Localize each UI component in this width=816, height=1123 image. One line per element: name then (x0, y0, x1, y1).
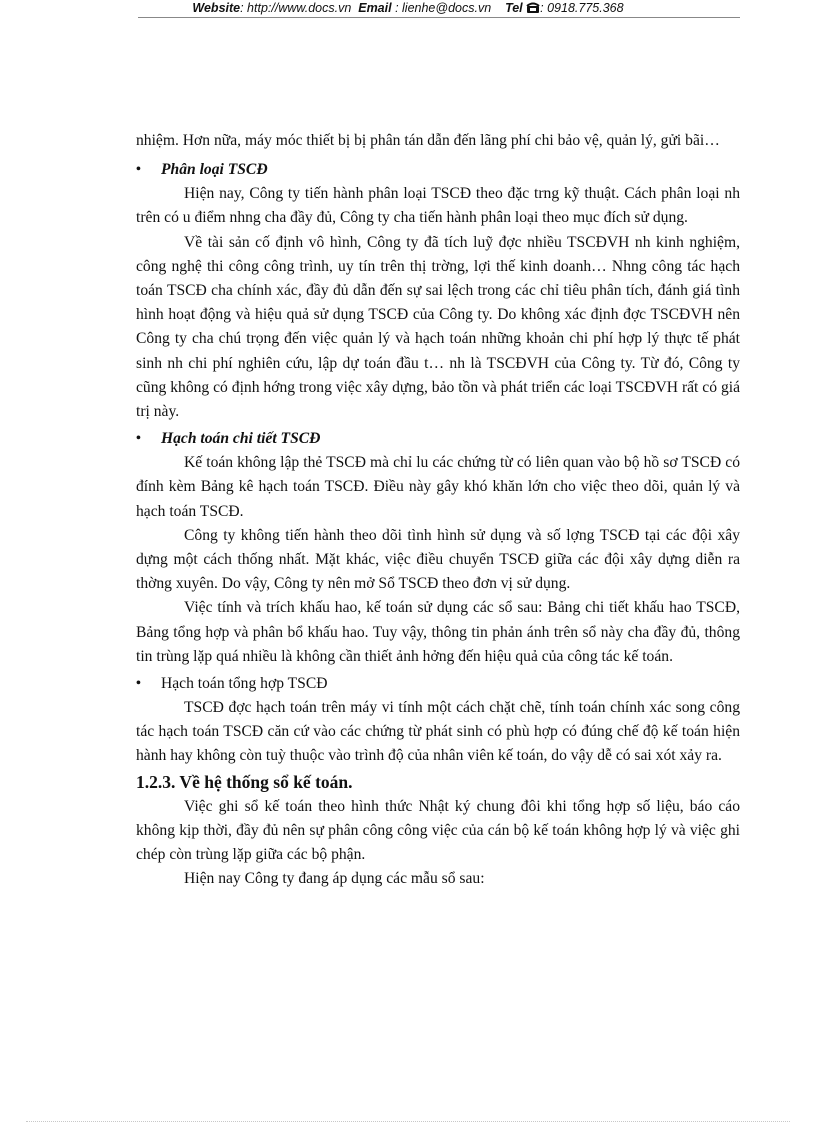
tel-label: Tel (505, 1, 523, 15)
paragraph-chi-tiet-2: Công ty không tiến hành theo dõi tình hình sử dụng và số lợng TSCĐ tại các đội xây dựng một cách thống nhất. Mặt khác, việc điều chuyển TSCĐ giữa các đội xây dựng diễn ra thờng xuyên. Do vậy, Công ty nên mở Sổ TSCĐ theo đơn vị sử dụng. (136, 526, 740, 593)
paragraph-intro: nhiệm. Hơn nữa, máy móc thiết bị bị phân tán dẫn đến lãng phí chi bảo vệ, quản lý, gửi bãi… (136, 132, 720, 149)
page-header (0, 0, 816, 18)
heading-hach-toan-chi-tiet: • Hạch toán chi tiết TSCĐ (136, 427, 740, 451)
section-heading: 1.2.3. Về hệ thống sổ kế toán. (136, 771, 353, 792)
heading-phan-loai: • Phân loại TSCĐ (136, 158, 740, 182)
paragraph-phan-loai-1: Hiện nay, Công ty tiến hành phân loại TSCĐ theo đặc trng kỹ thuật. Cách phân loại nh trên có u điểm nhng cha đầy đủ, Công ty cha tiến hành phân loại theo mục đích sử dụng. (136, 185, 740, 227)
paragraph-tong-hop-1: TSCĐ đợc hạch toán trên máy vi tính một cách chặt chẽ, tính toán chính xác song công tác hạch toán TSCĐ căn cứ vào các chứng từ phát sinh có phù hợp có đúng chế độ kế toán hiện hành hay không còn tuỳ thuộc vào trình độ của nhân viên kế toán, do vậy dễ có sai xót xảy ra. (136, 699, 740, 765)
paragraph-chi-tiet-1: Kế toán không lập thẻ TSCĐ mà chỉ lu các chứng từ có liên quan vào bộ hồ sơ TSCĐ có đính kèm Bảng kê hạch toán TSCĐ. Điều này gây khó khăn lớn cho việc theo dõi, quản lý và hạch toán TSCĐ. (136, 454, 740, 520)
email-value: : lienhe@docs.vn (391, 1, 492, 15)
bullet-icon: • (136, 162, 141, 178)
paragraph-section-1: Việc ghi sổ kế toán theo hình thức Nhật ký chung đôi khi tổng hợp số liệu, báo cáo không kịp thời, đầy đủ nên sự phân công công việc của cán bộ kế toán không hợp lý và việc ghi chép còn trùng lặp giữa các bộ phận. (136, 797, 740, 864)
website-label: Website (192, 1, 241, 15)
paragraph-chi-tiet-3: Việc tính và trích khấu hao, kế toán sử dụng các sổ sau: Bảng chi tiết khấu hao TSCĐ, Bảng tổng hợp và phân bổ khấu hao. Tuy vậy, thông tin phản ánh trên sổ này cha đầy đủ, thông tin trùng lặp quá nhiều là không cần thiết ảnh hởng đến hiệu quả của công tác kế toán. (136, 599, 740, 665)
bullet-icon: • (136, 676, 141, 692)
website-value: : http://www.docs.vn (240, 1, 352, 15)
footer-divider (26, 1121, 790, 1122)
header-divider (138, 17, 740, 18)
paragraph-phan-loai-2: Về tài sản cố định vô hình, Công ty đã tích luỹ đợc nhiều TSCĐVH nh kinh nghiệm, công nghệ thi công công trình, uy tín trên thị trờng, lợi thế kinh doanh… Nhng công tác hạch toán TSCĐ cha chính xác, đầy đủ dẫn đến sự sai lệch trong các chỉ tiêu phân tích, đánh giá tình hình hoạt động và hiệu quả sử dụng TSCĐ của Công ty. Do không xác định đợc TSCĐVH nên Công ty cha chú trọng đến việc quản lý và hạch toán những khoản chi phí hợp lý thực tế phát sinh nh chi phí nghiên cứu, lập dự toán đầu t… nh là TSCĐVH của Công ty. Từ đó, Công ty cũng không có định hớng trong việc xây dựng, bảo tồn và phát triển các loại TSCĐVH rất có giá trị này. (136, 233, 740, 421)
document-body (136, 129, 740, 891)
phone-icon (526, 2, 540, 18)
tel-value: : 0918.775.368 (540, 1, 624, 15)
paragraph-section-2: Hiện nay Công ty đang áp dụng các mẫu sổ sau: (184, 870, 485, 888)
bullet-icon: • (136, 431, 141, 447)
email-label: Email (358, 1, 392, 15)
heading-hach-toan-tong-hop: • Hạch toán tổng hợp TSCĐ (136, 672, 740, 696)
